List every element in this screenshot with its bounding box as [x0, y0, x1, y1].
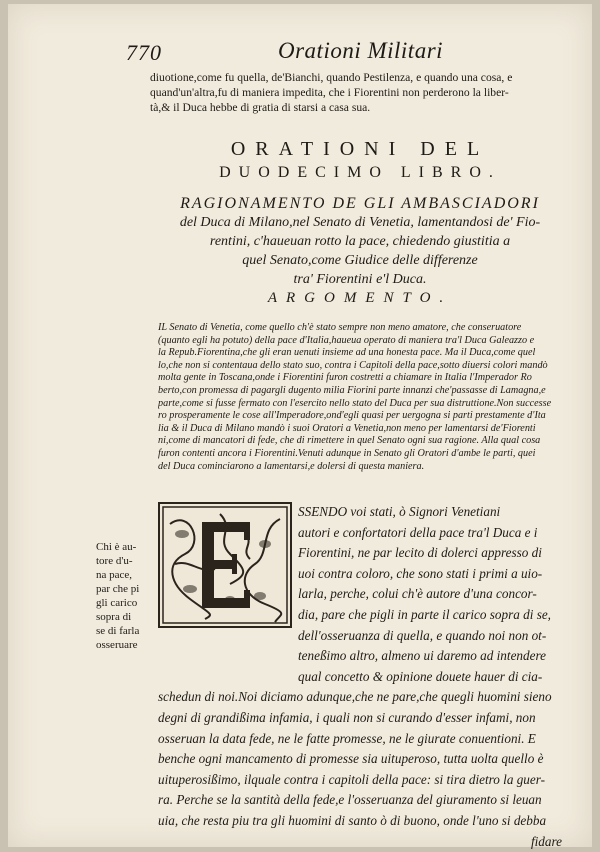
page-number: 770: [126, 40, 162, 66]
argument-line: la Repub.Fiorentina,che gli eran uenuti insieme ad una honesta pace. Ma il Duca,come quel: [158, 347, 570, 360]
oration-line: degni di grandißima infamia, i quali non si curando d'esser infami, non: [158, 708, 572, 729]
margin-note: [96, 540, 156, 652]
argument-heading: ARGOMENTO.: [150, 290, 570, 307]
argument-line: (quanto egli ha potuto) della pace d'Italia,haueua operato di maniera tra'l Duca Galeazzo e: [158, 335, 570, 348]
margin-note-line: na pace,: [96, 568, 156, 582]
margin-note-line: se di farla: [96, 624, 156, 638]
argument-line: lo,che non si contentaua dello stato suo, contra i Capitoli della pace,sotto diuersi colori mandò: [158, 360, 570, 373]
chapter-title-line: rentini, c'haueuan rotto la pace, chiedendo giustitia a: [150, 232, 570, 251]
decorated-initial-e: [158, 502, 292, 628]
argument-line: ro prosperamente le cose all'Imperadore,ond'egli quasi per uergogna si parti prestamente d'Ita: [158, 410, 570, 423]
argument-line: parte,come si fusse fermato con l'esercito nello stato del Duca per sua distruttione.Non successe: [158, 398, 570, 411]
chapter-title-line: tra' Fiorentini e'l Duca.: [150, 270, 570, 289]
book-title-line-2: DUODECIMO LIBRO.: [150, 162, 570, 184]
book-title-line-1: ORATIONI DEL: [150, 136, 570, 162]
oration-line: schedun di noi.Noi diciamo adunque,che ne pare,che quegli huomini sieno: [158, 687, 572, 708]
oration-line: dia, pare che pigli in parte il carico sopra di se,: [158, 605, 572, 626]
oration-line: teneßimo altro, almeno ui daremo ad intendere: [158, 646, 572, 667]
chapter-title-line: del Duca di Milano,nel Senato di Venetia, lamentandosi de' Fio-: [150, 213, 570, 232]
argument-line: IL Senato di Venetia, come quello ch'è stato sempre non meno amatore, che conseruatore: [158, 322, 570, 335]
oration-line: uoi contra coloro, che sono stati i primi a uio-: [158, 564, 572, 585]
oration-line: qual concetto & opinione douete hauer di cia-: [158, 667, 572, 688]
chapter-title-line: RAGIONAMENTO DE GLI AMBASCIADORI: [150, 194, 570, 213]
argument-line: berto,con promessa di pagargli dugento milia Fiorini parte innanzi che'passasse di Lamagna,e: [158, 385, 570, 398]
argument-line: furon contenti ancora i Fiorentini.Venuti adunque in Senato gli Oratori d'ambe le parti, quei: [158, 448, 570, 461]
oration-line: osseruan la data fede, ne le fatte promesse, ne le giurate conuentioni. E: [158, 729, 572, 750]
book-page: [8, 4, 592, 847]
margin-note-line: osseruare: [96, 638, 156, 652]
argument-line: molta gente in Toscana,onde i Fiorentini furon costretti a chiamare in Italia l'Imperador Ro: [158, 372, 570, 385]
oration-line: dell'osseruanza di quella, e quando noi non ot-: [158, 626, 572, 647]
margin-note-line: tore d'u-: [96, 554, 156, 568]
book-title: [150, 136, 570, 184]
oration-line: autori e confortatori della pace tra'l Duca e i: [158, 523, 572, 544]
text-line: quand'un'altra,fu di maniera impedita, che i Fiorentini non perderono la liber-: [150, 85, 570, 100]
margin-note-line: sopra di: [96, 610, 156, 624]
argument-line: del Duca cominciarono a lamentarsi,e dolersi di questa maniera.: [158, 461, 570, 474]
argument-text: [158, 322, 570, 473]
text-line: tà,& il Duca hebbe di gratia di starsi a casa sua.: [150, 100, 570, 115]
margin-note-line: gli carico: [96, 596, 156, 610]
running-head: Orationi Militari: [278, 38, 443, 64]
oration-line: uituperosißimo, ilquale contra i capitoli della pace: si tira dietro la guer-: [158, 770, 572, 791]
oration-line: Fiorentini, ne par lecito di dolerci appresso di: [158, 543, 572, 564]
oration-line: larla, perche, colui ch'è autore d'una concor-: [158, 584, 572, 605]
oration-line: benche ogni mancamento di promesse sia uituperoso, tutta uolta quello è: [158, 749, 572, 770]
chapter-title: [150, 194, 570, 289]
chapter-title-line: quel Senato,come Giudice delle differenze: [150, 251, 570, 270]
oration-line: SSENDO voi stati, ò Signori Venetiani: [158, 502, 572, 523]
argument-line: ni,come di mancatori di fede, che di rimettere in quel Senato ogni sua ragione. Alla qual cosa: [158, 435, 570, 448]
floral-initial-icon: [160, 504, 290, 626]
oration-line: uia, che resta piu tra gli huomini di santo ò di buono, onde l'uno si debba: [158, 811, 572, 832]
argument-line: lia & il Duca di Milano mandò i suoi Oratori a Venetia,non meno per lamentarsi de'Fiorenti: [158, 423, 570, 436]
catchword: fidare: [158, 832, 572, 852]
margin-note-line: par che pi: [96, 582, 156, 596]
margin-note-line: Chi è au-: [96, 540, 156, 554]
text-line: diuotione,come fu quella, de'Bianchi, quando Pestilenza, e quando una cosa, e: [150, 70, 570, 85]
preceding-text: [150, 70, 570, 115]
oration-line: ra. Perche se la santità della fede,e l'osseruanza del giuramento si leuan: [158, 790, 572, 811]
